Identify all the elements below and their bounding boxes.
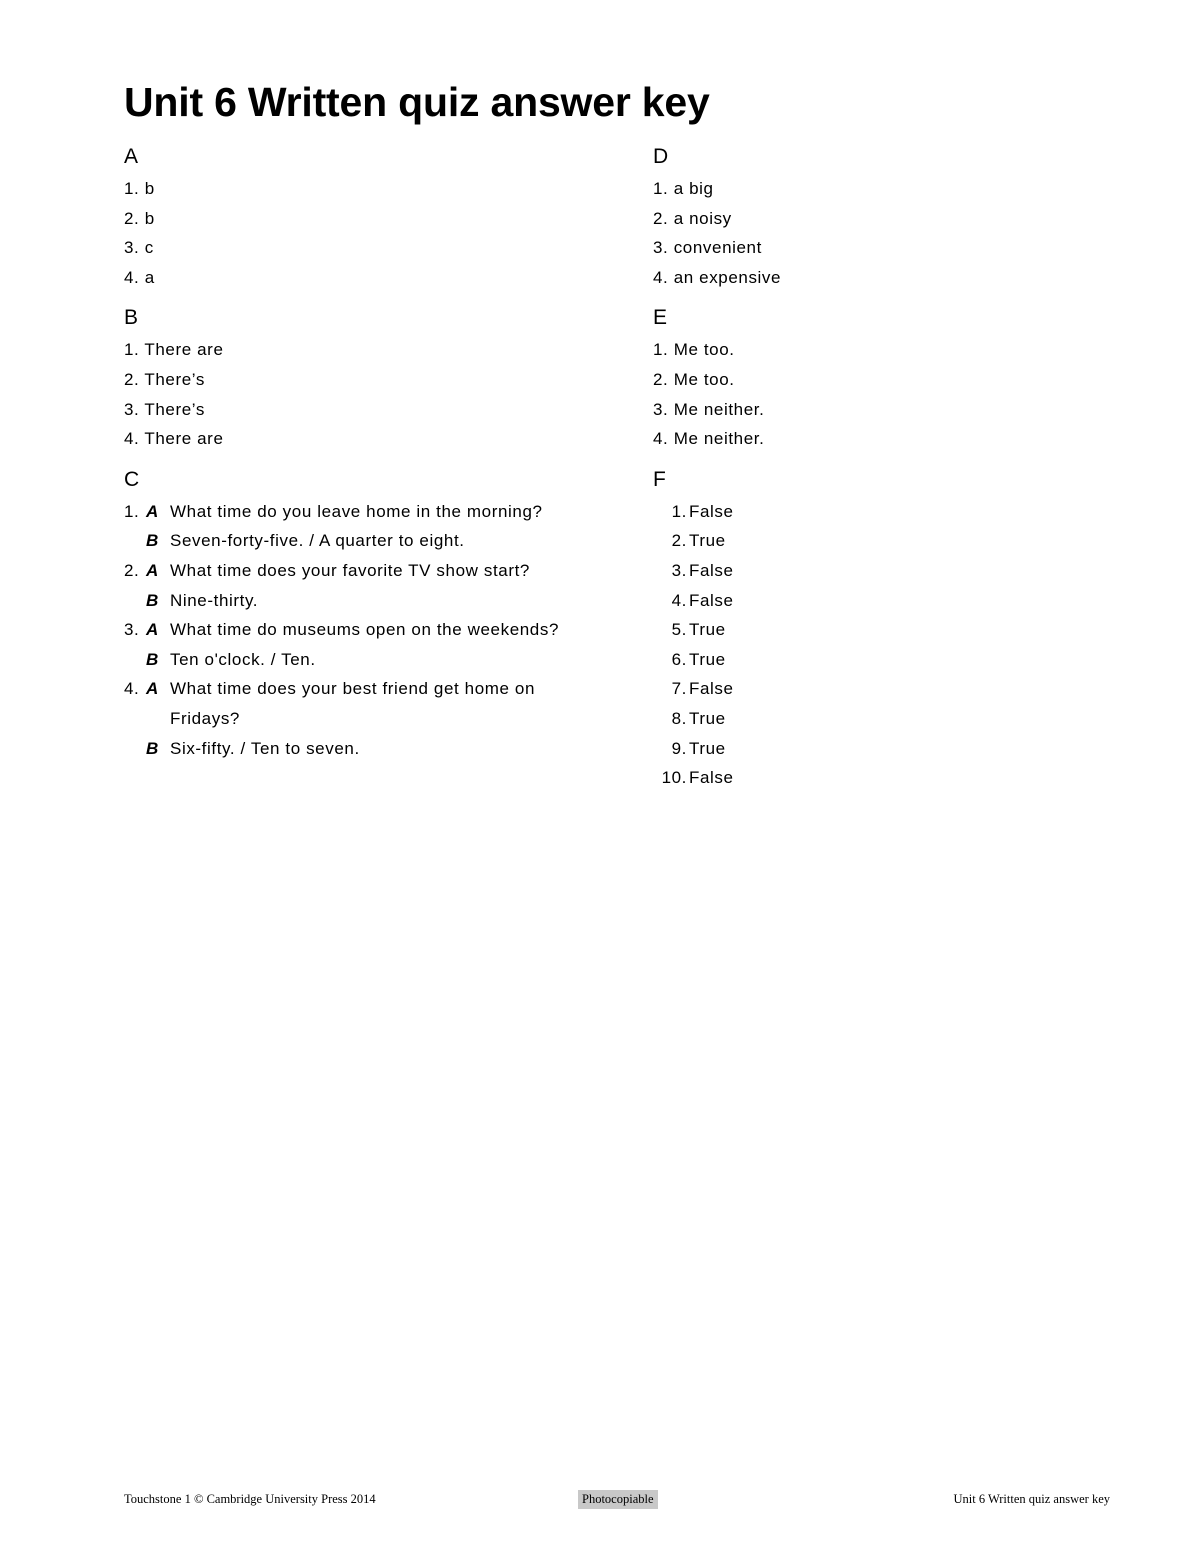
footer-photocopiable-badge: Photocopiable bbox=[578, 1490, 658, 1509]
item-number: 6. bbox=[671, 649, 687, 669]
answer-text: True bbox=[689, 708, 726, 728]
answer-item: 4. a bbox=[124, 267, 155, 287]
dialogue-line-b bbox=[124, 645, 624, 675]
page-footer bbox=[0, 1490, 1200, 1510]
speaker-label: A bbox=[146, 679, 159, 699]
dialogue-text: Seven-forty-five. / A quarter to eight. bbox=[170, 531, 465, 551]
dialogue-text: What time do you leave home in the morning? bbox=[170, 501, 543, 521]
speaker-label: A bbox=[146, 620, 159, 640]
dialogue-text: What time does your favorite TV show start? bbox=[170, 560, 530, 580]
section-heading: A bbox=[124, 145, 139, 168]
footer-copyright: Touchstone 1 © Cambridge University Press 2014 bbox=[124, 1492, 376, 1506]
item-number: 4. bbox=[124, 679, 140, 699]
answer-item bbox=[653, 704, 1133, 734]
answer-item: 3. Me neither. bbox=[653, 399, 765, 419]
section-heading: D bbox=[653, 145, 669, 168]
section-heading: E bbox=[653, 306, 668, 330]
answer-text: False bbox=[689, 560, 734, 580]
answer-item bbox=[653, 556, 1133, 586]
answer-text: False bbox=[689, 590, 734, 610]
item-number: 2. bbox=[671, 531, 687, 551]
speaker-label: A bbox=[146, 501, 159, 521]
item-number: 1. bbox=[124, 501, 140, 521]
dialogue-line-b bbox=[124, 526, 624, 556]
section-d bbox=[653, 144, 1133, 292]
dialogue-text: Six-fifty. / Ten to seven. bbox=[170, 738, 360, 758]
answer-text: False bbox=[689, 501, 734, 521]
item-number: 9. bbox=[671, 738, 687, 758]
answer-item bbox=[653, 734, 1133, 764]
item-number: 3. bbox=[124, 620, 140, 640]
section-a bbox=[124, 144, 624, 292]
section-f bbox=[653, 467, 1133, 793]
section-heading: C bbox=[124, 467, 140, 491]
footer-document-title: Unit 6 Written quiz answer key bbox=[953, 1492, 1110, 1506]
answer-item bbox=[653, 497, 1133, 527]
speaker-label: B bbox=[146, 531, 159, 551]
dialogue-line-a bbox=[124, 497, 624, 527]
dialogue-line-a bbox=[124, 674, 624, 733]
answer-text: False bbox=[689, 679, 734, 699]
item-number: 3. bbox=[671, 560, 687, 580]
answer-text: True bbox=[689, 620, 726, 640]
answer-item: 3. There’s bbox=[124, 399, 205, 419]
answer-item: 2. There’s bbox=[124, 369, 205, 389]
right-column bbox=[653, 144, 1133, 793]
item-number: 1. bbox=[671, 501, 687, 521]
answer-item: 4. an expensive bbox=[653, 267, 782, 287]
left-column bbox=[124, 144, 624, 763]
answer-item bbox=[653, 526, 1133, 556]
speaker-label: B bbox=[146, 649, 159, 669]
dialogue-line-b bbox=[124, 586, 624, 616]
dialogue-text: Nine-thirty. bbox=[170, 590, 259, 610]
item-number: 5. bbox=[671, 620, 687, 640]
answer-item bbox=[653, 586, 1133, 616]
section-e bbox=[653, 305, 1133, 453]
item-number: 8. bbox=[671, 708, 687, 728]
dialogue-line-a bbox=[124, 615, 624, 645]
answer-item bbox=[653, 674, 1133, 704]
answer-text: True bbox=[689, 531, 726, 551]
dialogue-line-a bbox=[124, 556, 624, 586]
dialogue-text: Ten o'clock. / Ten. bbox=[170, 649, 316, 669]
dialogue-line-b bbox=[124, 734, 624, 764]
section-heading: B bbox=[124, 306, 139, 330]
answer-item: 1. Me too. bbox=[653, 340, 735, 360]
item-number: 10. bbox=[661, 768, 687, 788]
answer-item: 1. b bbox=[124, 179, 155, 198]
item-number: 4. bbox=[671, 590, 687, 610]
page-title: Unit 6 Written quiz answer key bbox=[124, 79, 710, 125]
speaker-label: B bbox=[146, 590, 159, 610]
dialogue-text: What time does your best friend get home on Fridays? bbox=[170, 679, 536, 728]
item-number: 2. bbox=[124, 560, 140, 580]
section-b bbox=[124, 305, 624, 453]
answer-item: 4. There are bbox=[124, 429, 224, 449]
answer-text: True bbox=[689, 649, 726, 669]
speaker-label: A bbox=[146, 560, 159, 580]
answer-item: 1. a big bbox=[653, 179, 714, 198]
answer-item bbox=[653, 645, 1133, 675]
answer-item: 2. Me too. bbox=[653, 369, 735, 389]
speaker-label: B bbox=[146, 738, 159, 758]
item-number: 7. bbox=[671, 679, 687, 699]
section-heading: F bbox=[653, 467, 666, 491]
answer-item: 4. Me neither. bbox=[653, 429, 765, 449]
answer-item bbox=[653, 615, 1133, 645]
answer-text: True bbox=[689, 738, 726, 758]
answer-item: 3. convenient bbox=[653, 238, 762, 258]
answer-item: 2. b bbox=[124, 208, 155, 228]
answer-item: 2. a noisy bbox=[653, 208, 732, 228]
dialogue-text: What time do museums open on the weekends? bbox=[170, 620, 560, 640]
answer-item: 3. c bbox=[124, 238, 154, 258]
section-c bbox=[124, 467, 624, 763]
answer-item: 1. There are bbox=[124, 340, 224, 360]
answer-text: False bbox=[689, 768, 734, 788]
answer-item bbox=[653, 763, 1133, 793]
